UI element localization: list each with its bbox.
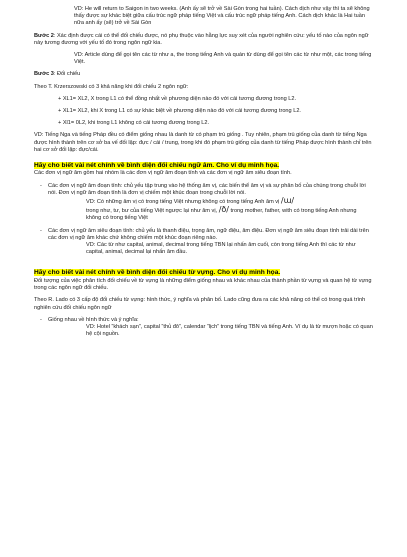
case-1: + XL1= XL2, X trong L1 có thể đồng nhất về phương diện nào đó với cái tương đương trong L2. [58,95,297,102]
krzerszowski-intro: Theo T. Krzerszowski có 3 khả năng khi đối chiếu 2 ngôn ngữ: [34,83,189,90]
case-3: + Xl1= 0L2, khi trong L1 không có cái tương đương trong L2. [58,120,210,127]
case-2: + XL1= XL2, khi X trong L1 có sự khác biệt về phương diện nào đó với cái tương đương trong L2. [58,108,301,115]
step2-paragraph [34,33,373,47]
example-article: VD: Article dùng để gọi tên các từ như a, the trong tiếng Anh và quán từ dùng để gọi tên các từ như một, các trong tiếng Việt. [74,52,372,66]
example-phoneme-th [34,206,373,222]
vocabulary-heading-text: Hãy cho biết vài nét chính về bình diện đối chiếu từ vựng. Cho ví dụ minh họa. [34,269,281,277]
suprasegmental-text: Các đơn vị ngữ âm siêu đoạn tính: chủ yếu là thanh điệu, trọng âm, ngữ điệu, âm điệu. Đơn vị ngữ âm siêu đoạn tính trải dài trên các đơn vị ngữ âm khác chứ không chiếm một khúc đoạn riêng nào. [48,227,369,241]
step2-text: : Xác định được cái có thể đối chiếu được, nó phụ thuộc vào hằng lực suy xét của người nghiên cứu: yếu tố nào của ngôn ngữ này tương đương với yếu tố đó trong ngôn ngữ kia. [34,32,369,46]
vocabulary-bullet-same [34,317,373,324]
same-form-meaning-text: Giống nhau về hình thức và ý nghĩa: [48,316,139,323]
example-th-before: trong như, tư, bư của tiếng Việt ngược lại như âm vị, [86,208,219,215]
ipa-th: /ð/ [218,205,229,215]
phonetics-intro: Các đơn vị ngữ âm gồm hai nhóm là các đơn vị ngữ âm đoạn tính và các đơn vị ngữ âm siêu đoạn tính. [34,170,292,177]
bullet-dash: - [40,316,42,323]
example-phoneme-u [34,197,373,206]
ipa-u: /ɯ/ [280,196,295,206]
step3-label: Bước 3 [34,71,54,78]
example-th-after: trong mother, father, with có trong tiếng Anh nhưng không có trong tiếng Việt [86,208,357,222]
bullet-dash: - [40,182,42,189]
example-capital-stress: VD: Các từ như capital, animal, decimal trong tiếng TBN lại nhấn âm cuối, còn trong tiếng Anh thì các từ như capital, animal, decimal lại nhấn âm đầu. [86,242,356,256]
example-return-saigon: VD: He will return to Saigon in two weeks. (Anh ấy sẽ trở về Sài Gòn trong hai tuần). Cách dịch như vậy thì ta sẽ không thấy được sự khác biệt giữa cấu trúc ngữ pháp tiếng Việt và cấu trúc ngữ pháp tiếng Anh. Cách dịch khác là Hai tuần nữa anh ấy (sẽ) trở về Sài Gòn [74,6,370,27]
vocabulary-intro: Đối tượng của việc phân tích đối chiếu về từ vựng là những điểm giống nhau và khác nhau của thành phần từ vựng và quan hệ từ vựng trong các ngôn ngữ đối chiếu. [34,277,372,292]
vocabulary-heading [34,269,373,277]
step3-text: : Đối chiếu [53,71,81,78]
example-hotel: VD: Hotel “khách sạn”, capital “thủ đô”, calendar “lịch” trong tiếng TBN và tiếng Anh. Ví dụ là từ mượn hoặc có quan hệ cội nguồn. [86,323,373,338]
phonetics-bullet-suprasegmental [34,228,373,242]
phonetics-bullet-segmental [34,183,373,197]
example-u-text: VD: Có những âm vị có trong tiếng Việt nhưng không có trong tiếng Anh âm vị [86,199,281,206]
phonetics-heading-text: Hãy cho biết vài nét chính về bình diện đối chiếu ngữ âm. Cho ví dụ minh họa. [34,162,280,170]
step2-label: Bước 2 [34,32,54,39]
bullet-dash: - [40,227,42,234]
step3-paragraph [34,71,373,78]
segmental-text: Các đơn vị ngữ âm đoạn tính: chủ yếu tập trung vào hệ thống âm vị, các biến thể âm vị và sự phân bố của chúng trong chuỗi lời nói. Đơn vị ngữ âm đoạn tính là đơn vị chiếm một khúc đoạn trong chuỗi lời nói. [48,182,366,196]
phonetics-heading [34,162,373,170]
example-russian-french: VD: Tiếng Nga và tiếng Pháp đều có điểm giống nhau là danh từ có phạm trù giống . Tuy nhiên, phạm trù giống của danh từ tiếng Nga được hình thành trên cơ sở ba vế đối lập: đực / cái / trung, trong khi đó phạm trù giống của danh từ tiếng Pháp được hình thành chỉ trên hai cơ sở đối lập: đực/cái. [34,132,372,153]
lado-paragraph: Theo R. Lado có 3 cấp độ đối chiếu từ vựng: hình thức, ý nghĩa và phân bố. Lado cũng đưa ra các khả năng có thể có trong quá trình nghiên cứu đối chiếu ngôn ngữ [34,297,366,311]
